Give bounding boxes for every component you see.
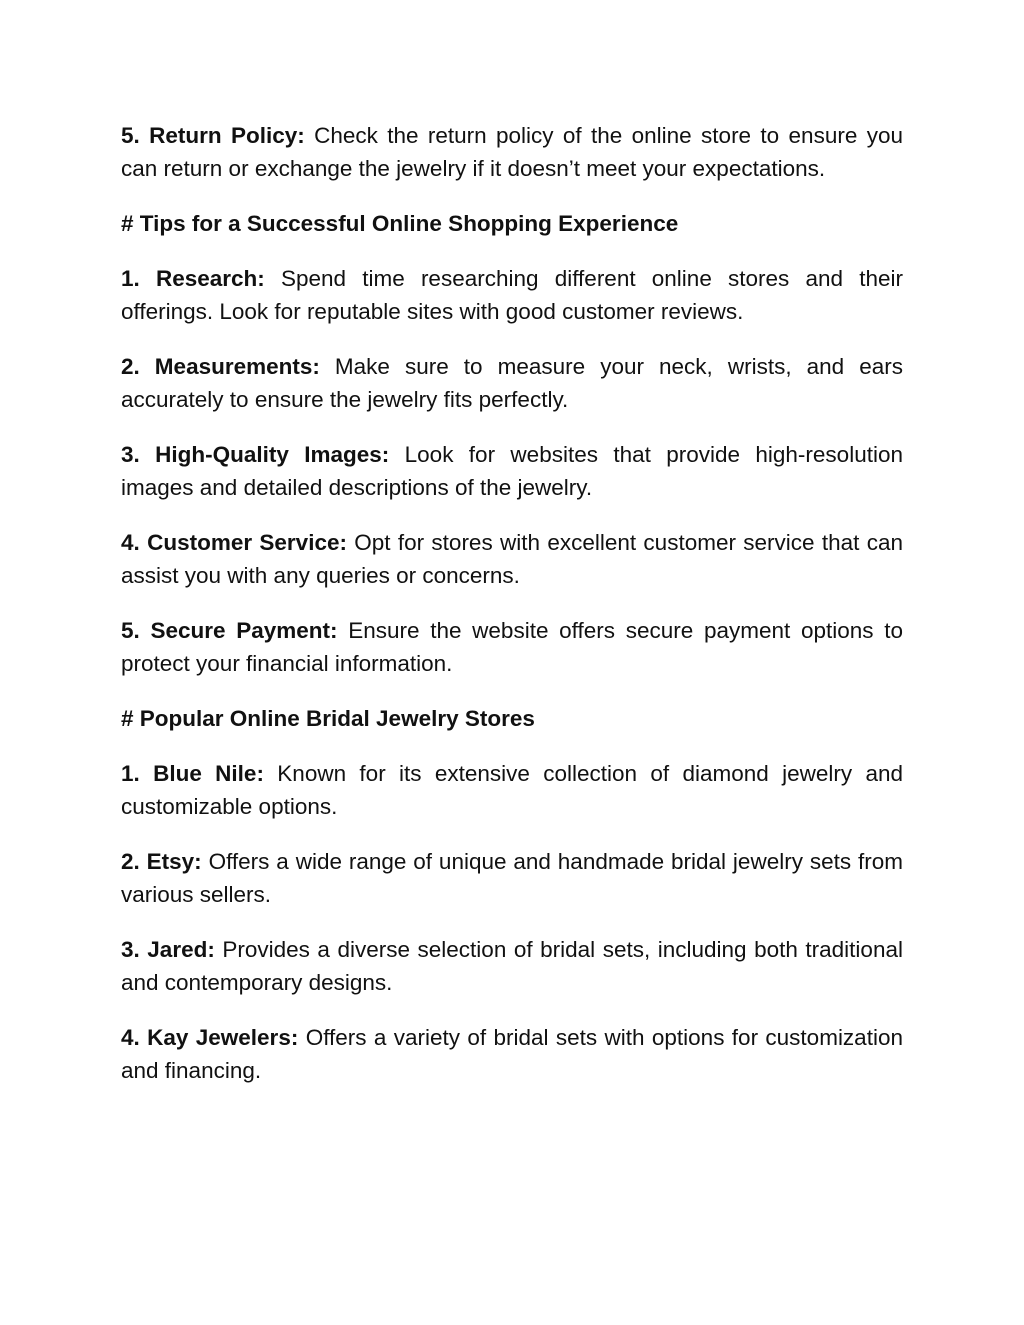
tip-item bbox=[121, 262, 903, 328]
store-item bbox=[121, 757, 903, 823]
store-item bbox=[121, 1021, 903, 1087]
tip-text: Opt for stores with excellent customer service that can assist you with any queries or concerns. bbox=[121, 530, 903, 588]
tip-label: 3. High-Quality Images: bbox=[121, 442, 390, 467]
return-policy-paragraph bbox=[121, 119, 903, 185]
store-item bbox=[121, 845, 903, 911]
tip-label: 5. Secure Payment: bbox=[121, 618, 338, 643]
store-label: 1. Blue Nile: bbox=[121, 761, 264, 786]
tip-item bbox=[121, 438, 903, 504]
tip-text: Spend time researching different online stores and their offerings. Look for reputable sites with good customer reviews. bbox=[121, 266, 903, 324]
tip-label: 4. Customer Service: bbox=[121, 530, 347, 555]
store-text: Offers a wide range of unique and handmade bridal jewelry sets from various sellers. bbox=[121, 849, 903, 907]
tips-heading: # Tips for a Successful Online Shopping Experience bbox=[121, 211, 679, 236]
return-policy-label: 5. Return Policy: bbox=[121, 123, 305, 148]
store-item bbox=[121, 933, 903, 999]
store-label: 2. Etsy: bbox=[121, 849, 202, 874]
tip-text: Make sure to measure your neck, wrists, and ears accurately to ensure the jewelry fits perfectly. bbox=[121, 354, 903, 412]
tip-item bbox=[121, 526, 903, 592]
store-text: Offers a variety of bridal sets with options for customization and financing. bbox=[121, 1025, 903, 1083]
tip-label: 1. Research: bbox=[121, 266, 265, 291]
stores-heading: # Popular Online Bridal Jewelry Stores bbox=[121, 706, 535, 731]
store-label: 4. Kay Jewelers: bbox=[121, 1025, 299, 1050]
tip-label: 2. Measurements: bbox=[121, 354, 320, 379]
tip-text: Ensure the website offers secure payment options to protect your financial information. bbox=[121, 618, 903, 676]
tip-text: Look for websites that provide high-resolution images and detailed descriptions of the jewelry. bbox=[121, 442, 903, 500]
document-page bbox=[121, 119, 903, 1109]
store-text: Provides a diverse selection of bridal sets, including both traditional and contemporary designs. bbox=[121, 937, 903, 995]
store-text: Known for its extensive collection of diamond jewelry and customizable options. bbox=[121, 761, 903, 819]
return-policy-text: Check the return policy of the online store to ensure you can return or exchange the jewelry if it doesn’t meet your expectations. bbox=[121, 123, 903, 181]
tip-item bbox=[121, 614, 903, 680]
store-label: 3. Jared: bbox=[121, 937, 215, 962]
tip-item bbox=[121, 350, 903, 416]
